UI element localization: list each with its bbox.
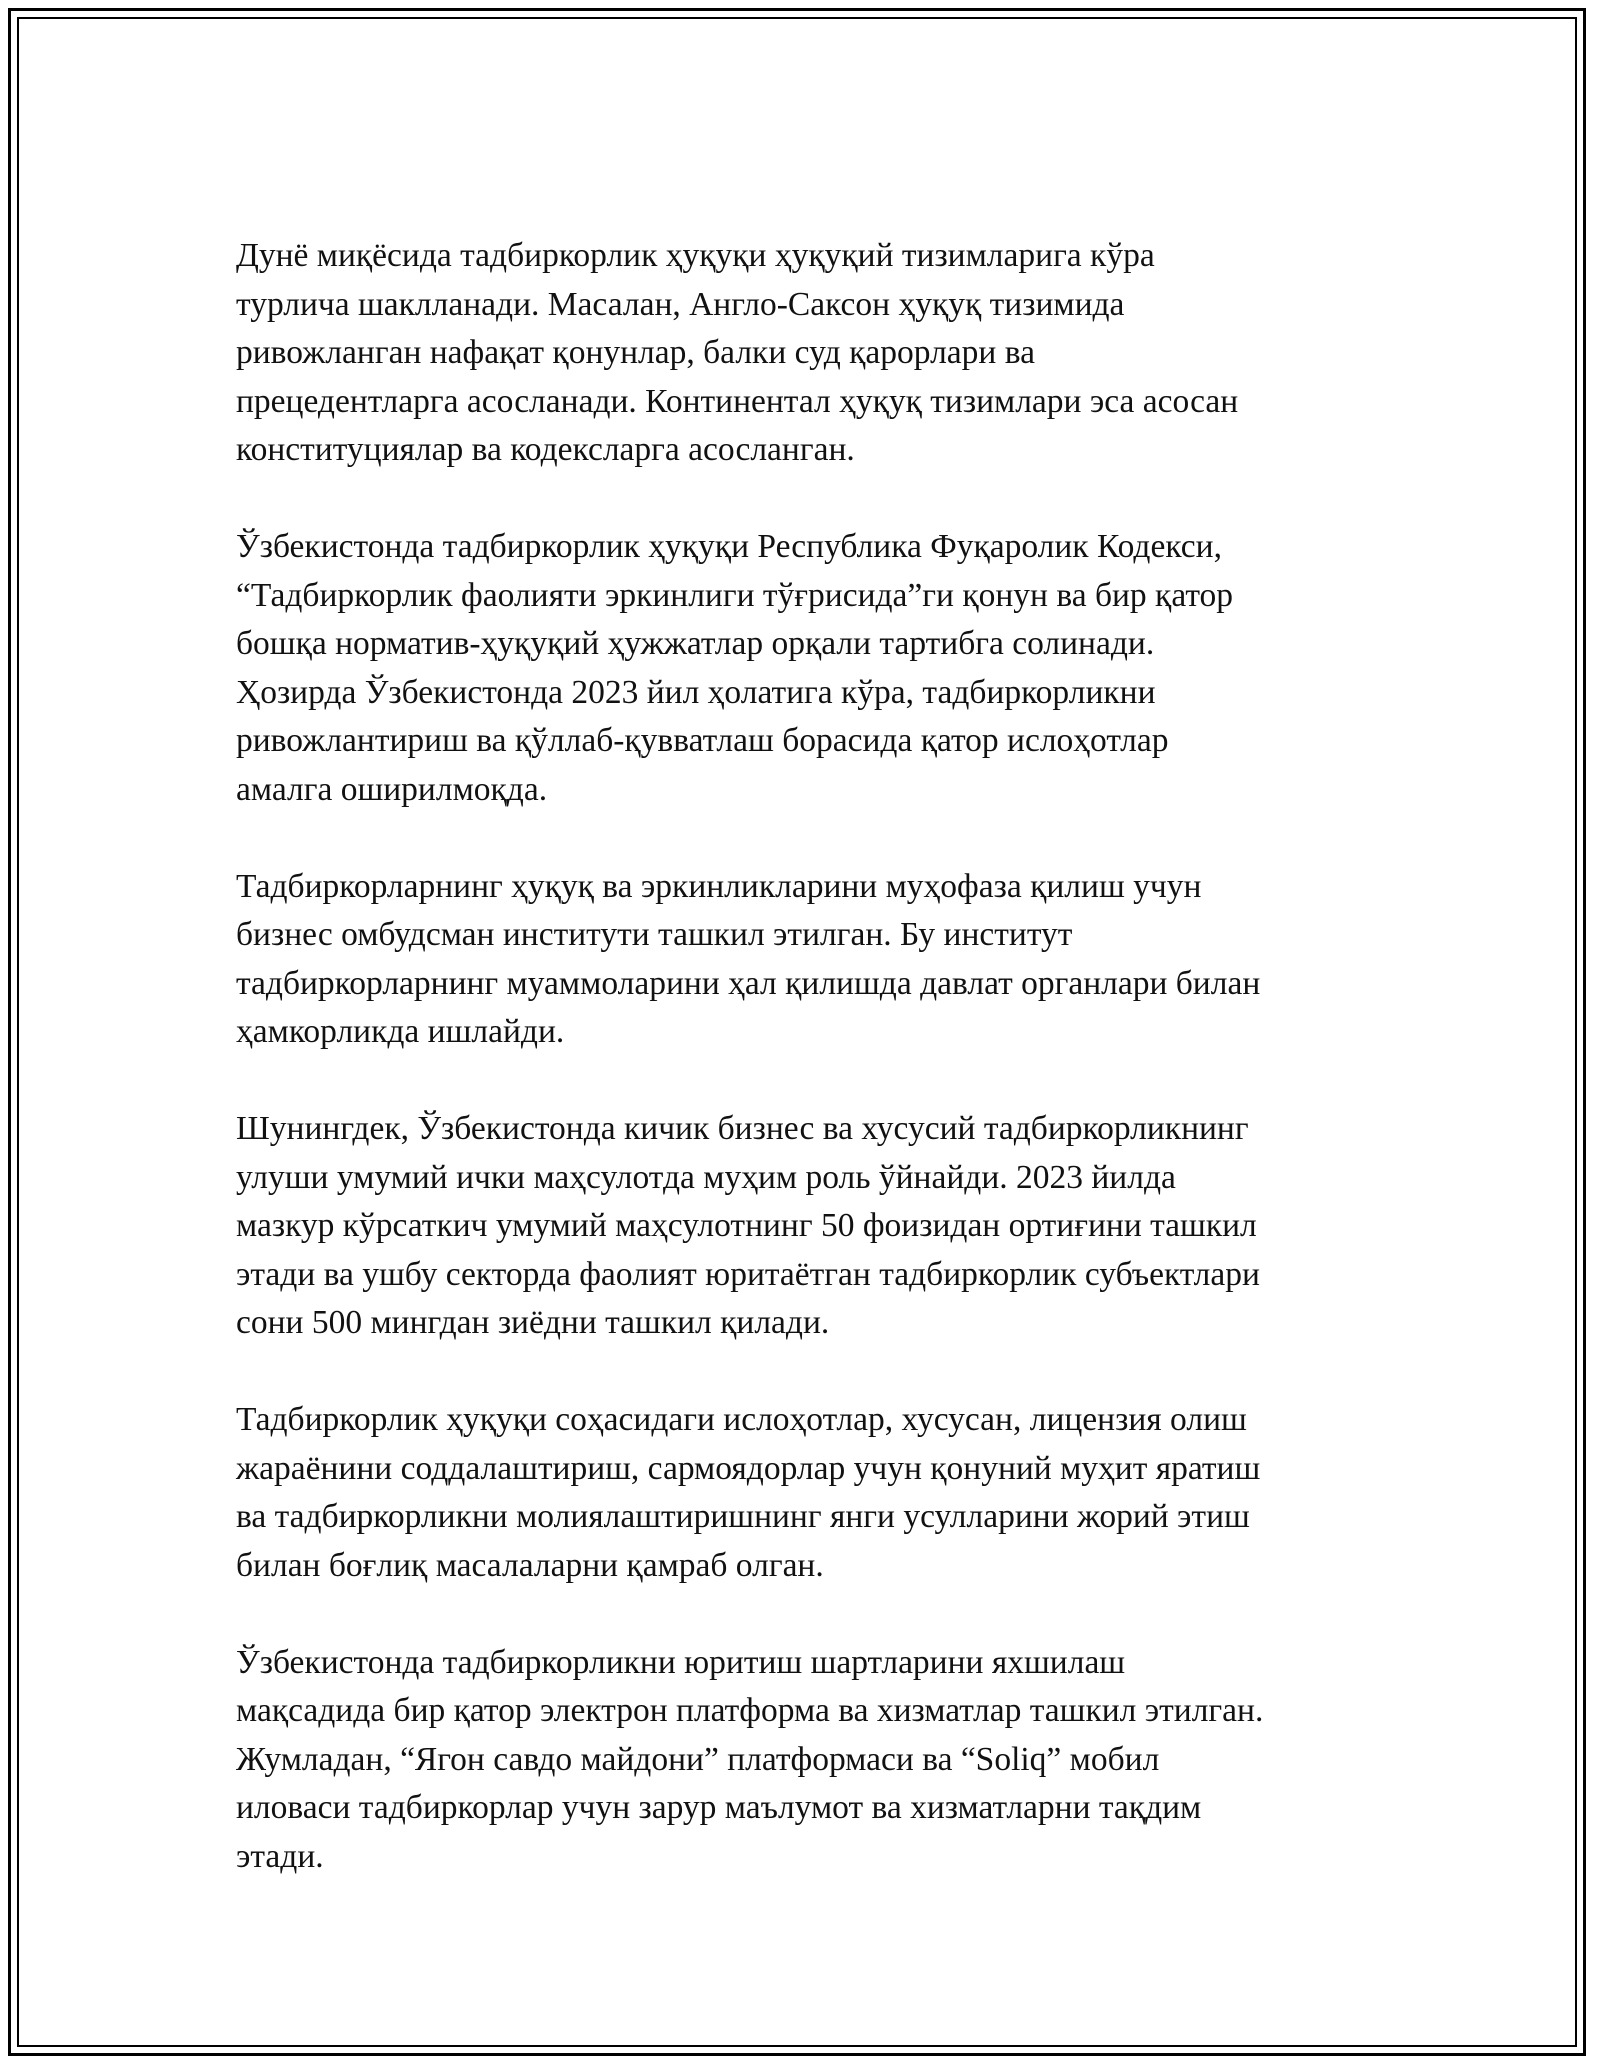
paragraph-electronic-platforms: Ўзбекистонда тадбиркорликни юритиш шартларини яхшилаш мақсадида бир қатор электрон платформа ва хизматлар ташкил этилган. Жумладан, “Ягон савдо майдони” платформаси ва “Soliq” мобил иловаси тадбиркорлар учун зарур маълумот ва хизматларни тақдим этади.: [236, 1643, 1264, 1875]
paragraph-reforms: Тадбиркорлик ҳуқуқи соҳасидаги ислоҳотлар, хусусан, лицензия олиш жараёнини соддалаштириш, сармоядорлар учун қонуний муҳит яратиш ва тадбиркорликни молиялаштиришнинг янги усулларини жорий этиш билан боғлиқ масалаларни қамраб олган.: [236, 1401, 1261, 1584]
document-body: [236, 232, 1386, 1930]
paragraph-small-business-share: Шунингдек, Ўзбекистонда кичик бизнес ва хусусий тадбиркорликнинг улуши умумий ички маҳсулотда муҳим роль ўйнайди. 2023 йилда мазкур кўрсаткич умумий маҳсулотнинг 50 фоизидан ортиғини ташкил этади ва ушбу секторда фаолият юритаётган тадбиркорлик субъектлари сони 500 мингдан зиёдни ташкил қилади.: [236, 1110, 1260, 1341]
paragraph-legal-systems: Дунё миқёсида тадбиркорлик ҳуқуқи ҳуқуқий тизимларига кўра турлича шаклланади. Масалан, Англо-Саксон ҳуқуқ тизимида ривожланган нафақат қонунлар, балки суд қарорлари ва прецедентларга асосланади. Континентал ҳуқуқ тизимлари эса асосан конституциялар ва кодексларга асосланган.: [236, 237, 1239, 468]
paragraph-uzbekistan-regulation: Ўзбекистонда тадбиркорлик ҳуқуқи Республика Фуқаролик Кодекси, “Тадбиркорлик фаолияти эркинлиги тўғрисида”ги қонун ва бир қатор бошқа норматив-ҳуқуқий ҳужжатлар орқали тартибга солинади. Ҳозирда Ўзбекистонда 2023 йил ҳолатига кўра, тадбиркорликни ривожлантириш ва қўллаб-қувватлаш борасида қатор ислоҳотлар амалга оширилмоқда.: [236, 528, 1234, 808]
paragraph-business-ombudsman: Тадбиркорларнинг ҳуқуқ ва эркинликларини муҳофаза қилиш учун бизнес омбудсман институти ташкил этилган. Бу институт тадбиркорларнинг муаммоларини ҳал қилишда давлат органлари билан ҳамкорликда ишлайди.: [236, 867, 1261, 1050]
